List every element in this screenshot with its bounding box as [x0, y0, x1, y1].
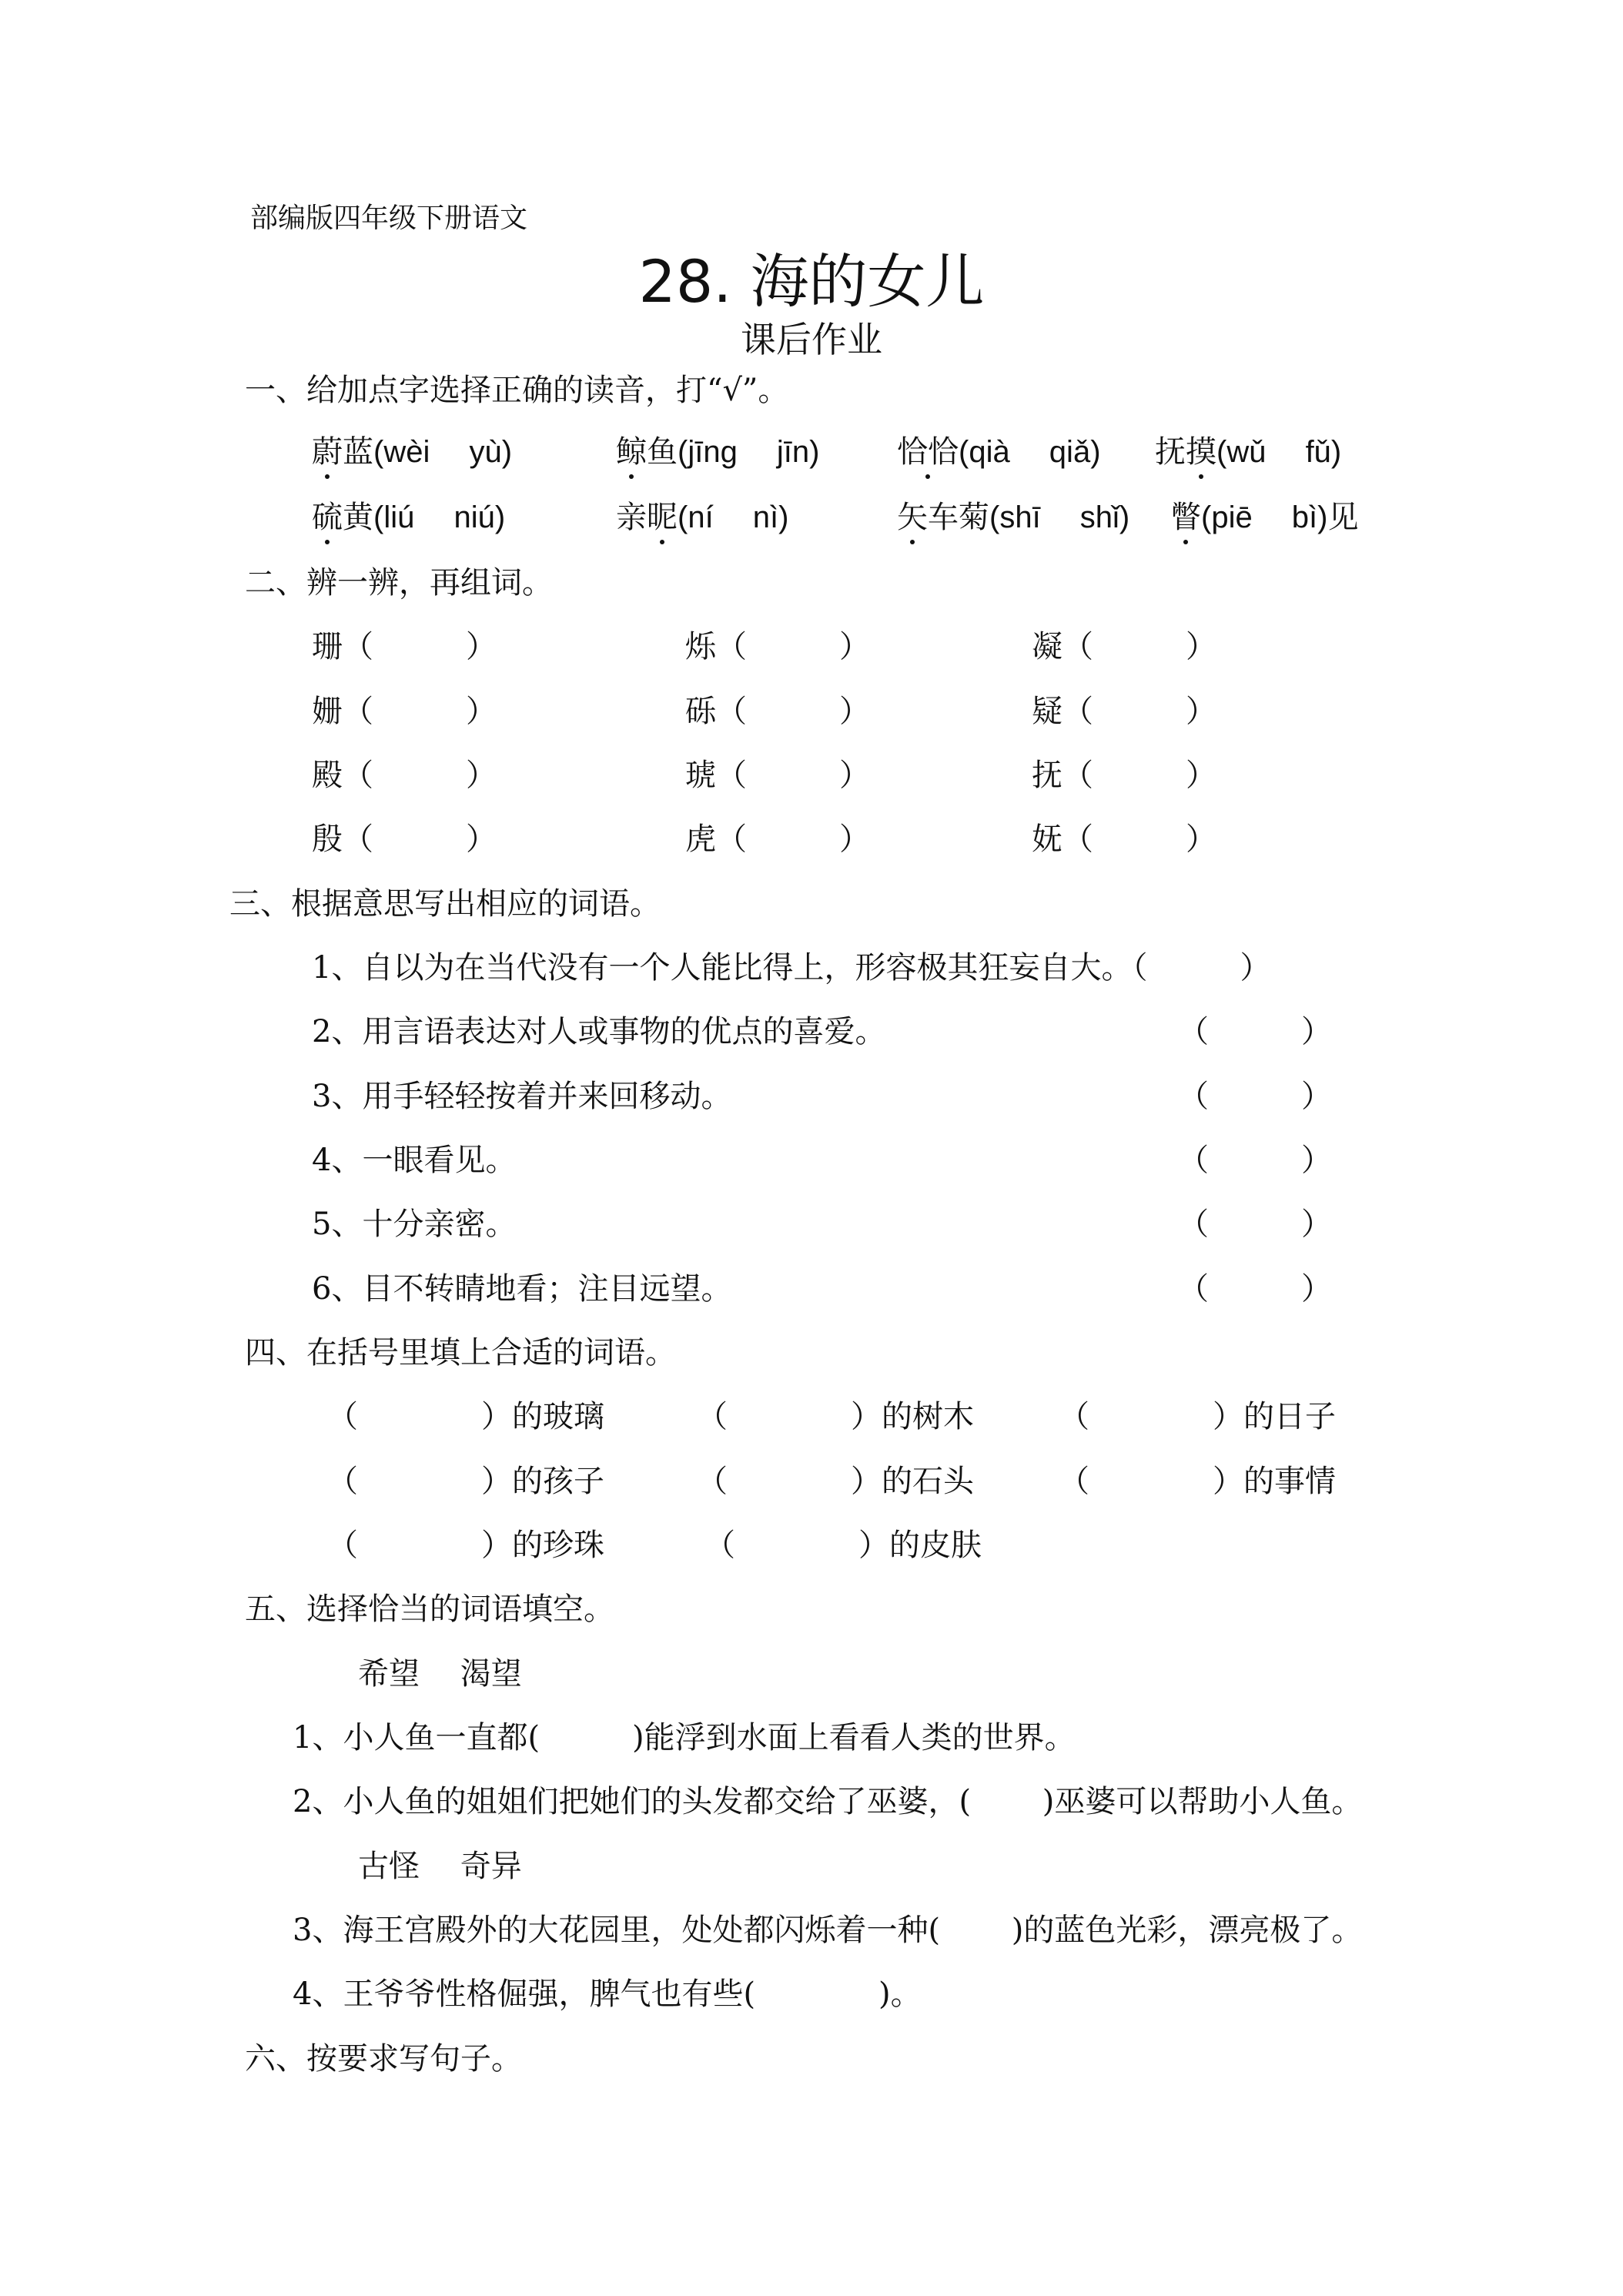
fill-phrase: （ ）的珍珠	[327, 1528, 604, 1563]
fill-phrase: （ ）的孩子	[327, 1464, 604, 1499]
pinyin-item: 矢车菊(shī shǐ)	[897, 493, 1129, 537]
word-group-item: 烁（ ）	[685, 629, 870, 664]
word-group-item: 珊（ ）	[312, 629, 497, 664]
page-header: 部编版四年级下册语文	[250, 202, 528, 234]
meaning-item: 1、自以为在当代没有一个人能比得上，形容极其狂妄自大。（ ）	[312, 950, 1271, 986]
section-1-heading: 一、给加点字选择正确的读音，打“√”。	[245, 373, 789, 408]
fill-phrase: （ ）的玻璃	[327, 1399, 604, 1434]
fill-phrase: （ ）的树木	[697, 1399, 974, 1434]
pinyin-item: 蔚蓝(wèi yù)	[312, 427, 512, 471]
section-6-heading: 六、按要求写句子。	[245, 2041, 522, 2077]
answer-blank: （ ）	[1178, 1271, 1332, 1307]
pinyin-item: 鲸鱼(jīng jīn)	[616, 427, 820, 471]
meaning-item: 5、十分亲密。	[312, 1207, 517, 1242]
section-3-heading: 三、根据意思写出相应的词语。	[229, 886, 661, 922]
word-group-item: 疑（ ）	[1032, 694, 1216, 729]
section-4-heading: 四、在括号里填上合适的词语。	[245, 1335, 676, 1371]
page-title: 28. 海的女儿	[638, 247, 985, 316]
meaning-item: 3、用手轻轻按着并来回移动。	[312, 1079, 732, 1114]
pinyin-item: 抚摸(wǔ fǔ)	[1155, 427, 1341, 471]
word-group-item: 姗（ ）	[312, 694, 497, 729]
meaning-item: 4、一眼看见。	[312, 1143, 517, 1178]
word-choices: 古怪 奇异	[358, 1849, 522, 1884]
word-group-item: 凝（ ）	[1032, 629, 1216, 664]
word-group-item: 殿（ ）	[312, 758, 497, 793]
meaning-item: 6、目不转睛地看；注目远望。	[312, 1271, 732, 1307]
word-group-item: 虎（ ）	[685, 822, 870, 857]
word-choices: 希望 渴望	[358, 1656, 522, 1692]
fill-phrase: （ ）的皮肤	[704, 1528, 982, 1563]
fill-sentence: 4、王爷爷性格倔强，脾气也有些( )。	[293, 1976, 922, 2012]
fill-phrase: （ ）的事情	[1059, 1464, 1336, 1499]
fill-sentence: 3、海王宫殿外的大花园里，处处都闪烁着一种( )的蓝色光彩，漂亮极了。	[293, 1913, 1363, 1948]
fill-sentence: 1、小人鱼一直都( )能浮到水面上看看人类的世界。	[293, 1720, 1076, 1755]
answer-blank: （ ）	[1178, 1079, 1332, 1114]
fill-phrase: （ ）的石头	[697, 1464, 974, 1499]
answer-blank: （ ）	[1178, 1207, 1332, 1242]
word-group-item: 妩（ ）	[1032, 822, 1216, 857]
meaning-item: 2、用言语表达对人或事物的优点的喜爱。	[312, 1014, 886, 1049]
word-group-item: 殷（ ）	[312, 822, 497, 857]
pinyin-item: 恰恰(qià qiǎ)	[897, 427, 1101, 471]
pinyin-item: 亲昵(ní nì)	[616, 493, 788, 537]
pinyin-item: 瞥(piē bì)见	[1170, 493, 1359, 537]
pinyin-item: 硫黄(liú niú)	[312, 493, 505, 537]
answer-blank: （ ）	[1178, 1143, 1332, 1178]
fill-phrase: （ ）的日子	[1059, 1399, 1336, 1434]
word-group-item: 琥（ ）	[685, 758, 870, 793]
section-2-heading: 二、辨一辨，再组词。	[245, 565, 553, 601]
fill-sentence: 2、小人鱼的姐姐们把她们的头发都交给了巫婆，( )巫婆可以帮助小人鱼。	[293, 1784, 1363, 1819]
word-group-item: 抚（ ）	[1032, 758, 1216, 793]
word-group-item: 砾（ ）	[685, 694, 870, 729]
page-subtitle: 课后作业	[741, 319, 882, 360]
section-5-heading: 五、选择恰当的词语填空。	[245, 1591, 614, 1627]
answer-blank: （ ）	[1178, 1014, 1332, 1049]
